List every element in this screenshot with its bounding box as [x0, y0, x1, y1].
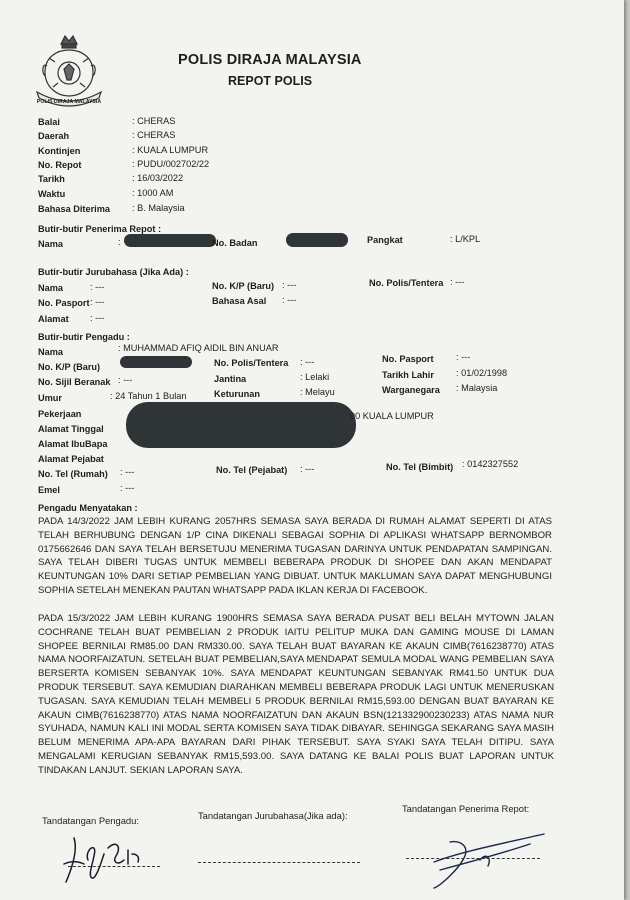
- jurubahasa-nama-value: : ---: [90, 282, 105, 292]
- pengadu-polis-value: : ---: [300, 357, 315, 367]
- info-value-bahasa: : B. Malaysia: [132, 203, 185, 213]
- jurubahasa-kp-value: : ---: [282, 280, 297, 290]
- pengadu-emel-label: Emel: [38, 485, 60, 495]
- statement-heading: Pengadu Menyatakan :: [38, 503, 138, 513]
- jurubahasa-kp-label: No. K/P (Baru): [212, 281, 275, 291]
- info-label-kontinjen: Kontinjen: [38, 146, 81, 156]
- signature-line-pengadu: [68, 866, 160, 867]
- pengadu-telrumah-value: : ---: [120, 467, 135, 477]
- police-crest-icon: [33, 32, 105, 112]
- signature-line-penerima: [406, 858, 540, 859]
- statement-paragraph-2: PADA 15/3/2022 JAM LEBIH KURANG 1900HRS SEMASA SAYA BERADA PUSAT BELI BELAH MYTOWN JALAN COCHRANE TELAH BUAT PEMBELIAN 2 PRODUK IAITU PELITUP MUKA DAN GAMING MOUSE DI LAMAN SHOPEE BERNILAI RM85.00 DAN RM330.00. SAYA TELAH BUAT BAYARAN KE AKAUN CIMB(7616238770) ATAS NAMA NOORFAIZATUN. SETELAH BUAT PEMBELIAN,SAYA MENDAPAT SEMULA MODAL WANG PEMBELIAN SAYA BERSERTA KOMISEN SEBANYAK 10%. SAYA MENDAPAT KEUNTUNGAN SEBANYAK RM41.50 UNTUK DUA PRODUK TERSEBUT. SAYA KEMUDIAN DIARAHKAN MEMBELI BEBERAPA PRODUK LAGI UNTUK MENERUSKAN TUGASAN. SAYA KEMUDIAN TELAH MEMBELI 5 PRODUK BERNILAI RM15,593.00 DENGAN BUAT BAYARAN KE AKAUN CIMB(7616238770) ATAS NAMA NOORFAIZATUN DAN AKAUN BSN(121332900230233) ATAS NAMA NUR SYUHADA, NAMUN KALI INI MODAL SERTA KOMISEN SAYA TIDAK DIBAYAR. SEHINGGA SEKARANG SAYA MASIH BELUM MENERIMA APA-APA BAYARAN DARI PIHAK TERSEBUT. SAYA SYAKI SAYA TELAH DITIPU. SAYA MENGALAMI KERUGIAN SEBANYAK RM15,593.00. SAYA DATANG KE BALAI POLIS BUAT LAPORAN UNTUK TINDAKAN LANJUT. SEKIAN LAPORAN SAYA.: [38, 613, 554, 776]
- pengadu-lahir-label: Tarikh Lahir: [382, 370, 434, 380]
- jurubahasa-polis-value: : ---: [450, 277, 465, 287]
- pengadu-keturunan-label: Keturunan: [214, 389, 260, 399]
- penerima-nama-value: :: [118, 237, 121, 247]
- info-label-bahasa: Bahasa Diterima: [38, 204, 111, 214]
- penerima-pangkat-label: Pangkat: [367, 235, 403, 245]
- penerima-signature-icon: [420, 822, 550, 892]
- pengadu-kp-label: No. K/P (Baru): [38, 362, 101, 372]
- jurubahasa-bahasa-value: : ---: [282, 295, 297, 305]
- pengadu-warganegara-label: Warganegara: [382, 385, 440, 395]
- pengadu-jantina-label: Jantina: [214, 374, 247, 384]
- signature-line-jurubahasa: [198, 862, 360, 863]
- jurubahasa-heading: Butir-butir Jurubahasa (Jika Ada) :: [38, 267, 189, 277]
- info-label-balai: Balai: [38, 117, 60, 127]
- pengadu-pekerjaan-label: Pekerjaan: [38, 409, 82, 419]
- pengadu-sijil-label: No. Sijil Beranak: [38, 377, 111, 387]
- info-value-waktu: : 1000 AM: [132, 188, 174, 198]
- pengadu-telpejabat-value: : ---: [300, 464, 315, 474]
- pengadu-pasport-label: No. Pasport: [382, 354, 434, 364]
- pengadu-signature-icon: [58, 820, 158, 890]
- pengadu-nama-label: Nama: [38, 347, 64, 357]
- pengadu-ibubapa-label: Alamat IbuBapa: [38, 439, 108, 449]
- redaction-block: [124, 234, 216, 247]
- crest-banner-text: POLIS DIRAJA MALAYSIA: [36, 99, 102, 105]
- penerima-nama-label: Nama: [38, 239, 64, 249]
- info-value-repot: : PUDU/002702/22: [132, 159, 210, 169]
- info-label-tarikh: Tarikh: [38, 174, 65, 184]
- pengadu-pejabat-label: Alamat Pejabat: [38, 454, 104, 464]
- pengadu-sijil-value: : ---: [118, 375, 133, 385]
- pengadu-umur-value: : 24 Tahun 1 Bulan: [110, 391, 187, 401]
- signature-label-pengadu: Tandatangan Pengadu:: [42, 815, 139, 826]
- jurubahasa-bahasa-label: Bahasa Asal: [212, 296, 267, 306]
- report-type-title: REPOT POLIS: [228, 74, 313, 88]
- jurubahasa-polis-label: No. Polis/Tentera: [369, 278, 444, 288]
- redaction-block: [286, 233, 348, 247]
- pengadu-warganegara-value: : Malaysia: [456, 383, 498, 393]
- pengadu-telbimbit-label: No. Tel (Bimbit): [386, 462, 454, 472]
- pengadu-lahir-value: : 01/02/1998: [456, 368, 508, 378]
- pengadu-polis-label: No. Polis/Tentera: [214, 358, 289, 368]
- info-label-waktu: Waktu: [38, 189, 66, 199]
- penerima-pangkat-value: : L/KPL: [450, 234, 481, 244]
- jurubahasa-alamat-value: : ---: [90, 313, 105, 323]
- pengadu-emel-value: : ---: [120, 483, 135, 493]
- redaction-block: [120, 356, 192, 368]
- pengadu-tinggal-value: 00 KUALA LUMPUR: [350, 411, 434, 421]
- info-label-repot: No. Repot: [38, 160, 82, 170]
- pengadu-keturunan-value: : Melayu: [300, 387, 335, 397]
- redaction-block: [126, 402, 356, 448]
- info-value-daerah: : CHERAS: [132, 130, 176, 140]
- info-value-kontinjen: : KUALA LUMPUR: [132, 145, 209, 155]
- jurubahasa-nama-label: Nama: [38, 283, 64, 293]
- info-value-tarikh: : 16/03/2022: [132, 173, 184, 183]
- pengadu-umur-label: Umur: [38, 393, 62, 403]
- pengadu-telbimbit-value: : 0142327552: [462, 459, 519, 469]
- pengadu-jantina-value: : Lelaki: [300, 372, 330, 382]
- info-label-daerah: Daerah: [38, 131, 70, 141]
- penerima-badan-label: No. Badan: [212, 238, 258, 248]
- signature-label-jurubahasa: Tandatangan Jurubahasa(Jika ada):: [198, 810, 348, 821]
- jurubahasa-pasport-label: No. Pasport: [38, 298, 90, 308]
- statement-paragraph-1: PADA 14/3/2022 JAM LEBIH KURANG 2057HRS SEMASA SAYA BERADA DI RUMAH ALAMAT SEPERTI DI ATAS TELAH BERHUBUNG DENGAN 1/P CINA DIKENALI SEBAGAI SOPHIA DI APLIKASI WHATSAPP BERNOMBOR 0175662646 DAN SAYA TELAH BERSETUJU MENERIMA TUGASAN DARINYA UNTUK PENDAPATAN SAMPINGAN. SAYA TELAH DIBERI TUGAS UNTUK MEMBELI BEBERAPA PRODUK DI SHOPEE DAN AKAN MENDAPAT KEUNTUNGAN 10% DARI SETIAP PEMBELIAN YANG DIBUAT. UNTUK MAKLUMAN SAYA DAPAT MENGHUBUNGI SOPHIA SETELAH MENEKAN PAUTAN WHATSAPP PADA IKLAN KERJA DI FACEBOOK.: [38, 516, 552, 596]
- pengadu-tinggal-label: Alamat Tinggal: [38, 424, 104, 434]
- info-value-balai: : CHERAS: [132, 116, 176, 126]
- pengadu-telrumah-label: No. Tel (Rumah): [38, 469, 108, 479]
- pengadu-heading: Butir-butir Pengadu :: [38, 332, 130, 342]
- jurubahasa-alamat-label: Alamat: [38, 314, 69, 324]
- penerima-heading: Butir-butir Penerima Repot :: [38, 224, 162, 234]
- pengadu-nama-value: : MUHAMMAD AFIQ AIDIL BIN ANUAR: [118, 343, 279, 353]
- jurubahasa-pasport-value: : ---: [90, 297, 105, 307]
- report-org-title: POLIS DIRAJA MALAYSIA: [178, 52, 362, 68]
- pengadu-telpejabat-label: No. Tel (Pejabat): [216, 465, 288, 475]
- signature-label-penerima: Tandatangan Penerima Repot:: [402, 803, 530, 814]
- pengadu-pasport-value: : ---: [456, 352, 471, 362]
